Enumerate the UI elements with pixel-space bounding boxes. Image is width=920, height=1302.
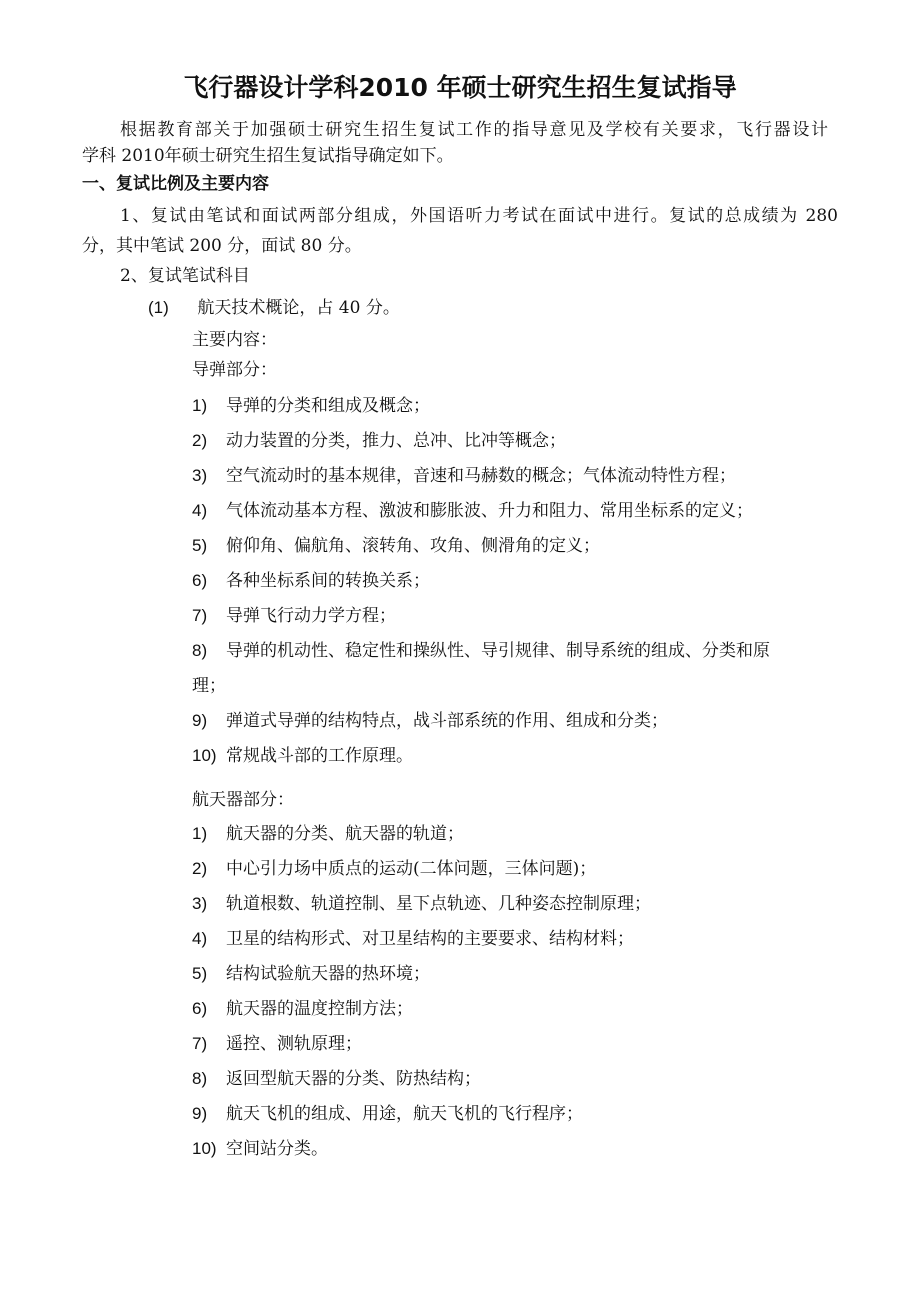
missile-item	[192, 641, 770, 661]
missile-item-number: 2)	[192, 431, 208, 450]
intro-line-2: 学科 2010年硕士研究生招生复试指导确定如下。	[82, 146, 454, 166]
missile-item-text: 空气流动时的基本规律，音速和马赫数的概念；气体流动特性方程；	[226, 466, 736, 486]
missile-item-number: 10)	[192, 746, 217, 765]
spacecraft-item-number: 4)	[192, 929, 208, 948]
missile-item	[192, 396, 430, 416]
spacecraft-item-number: 5)	[192, 964, 208, 983]
spacecraft-item	[192, 964, 430, 984]
spacecraft-item-text: 航天器的温度控制方法；	[226, 999, 413, 1019]
spacecraft-item-number: 9)	[192, 1104, 208, 1123]
spacecraft-item-number: 6)	[192, 999, 208, 1018]
missile-item-number: 5)	[192, 536, 208, 555]
main-content-label: 主要内容：	[192, 330, 277, 350]
intro-line-1: 根据教育部关于加强硕士研究生招生复试工作的指导意见及学校有关要求，飞行器设计	[120, 120, 828, 140]
missile-item	[192, 571, 430, 591]
spacecraft-item-text: 航天器的分类、航天器的轨道；	[226, 824, 464, 844]
subject-text: 航天技术概论，占 40 分。	[197, 298, 400, 318]
spacecraft-item-text: 空间站分类。	[226, 1139, 328, 1159]
spacecraft-item-number: 1)	[192, 824, 208, 843]
spacecraft-item	[192, 859, 596, 879]
spacecraft-item-number: 10)	[192, 1139, 217, 1158]
missile-item-text: 动力装置的分类，推力、总冲、比冲等概念；	[226, 431, 566, 451]
spacecraft-item-text: 结构试验航天器的热环境；	[226, 964, 430, 984]
paragraph-1-line-1: 1、复试由笔试和面试两部分组成，外国语听力考试在面试中进行。复试的总成绩为 280	[120, 206, 838, 226]
spacecraft-item-number: 3)	[192, 894, 208, 913]
document-title: 飞行器设计学科2010 年硕士研究生招生复试指导	[183, 73, 737, 102]
subject-number: (1)	[148, 298, 169, 317]
missile-item-number: 8)	[192, 641, 208, 660]
spacecraft-item-text: 遥控、测轨原理；	[226, 1034, 362, 1054]
paragraph-1-line-2: 分，其中笔试 200 分，面试 80 分。	[82, 236, 362, 256]
missile-item-text: 常规战斗部的工作原理。	[226, 746, 413, 766]
missile-item-number: 6)	[192, 571, 208, 590]
missile-item	[192, 431, 566, 451]
missile-item-number: 7)	[192, 606, 208, 625]
missile-item-continuation: 理；	[192, 676, 226, 696]
spacecraft-item-number: 8)	[192, 1069, 208, 1088]
spacecraft-item	[192, 929, 634, 949]
spacecraft-item-text: 返回型航天器的分类、防热结构；	[226, 1069, 481, 1089]
spacecraft-item-number: 2)	[192, 859, 208, 878]
missile-item-number: 1)	[192, 396, 208, 415]
missile-heading: 导弹部分：	[192, 360, 277, 380]
spacecraft-item	[192, 1104, 583, 1124]
missile-item	[192, 466, 736, 486]
missile-item	[192, 606, 396, 626]
missile-item	[192, 746, 413, 766]
section-heading: 一、复试比例及主要内容	[82, 174, 269, 194]
missile-item-text: 弹道式导弹的结构特点，战斗部系统的作用、组成和分类；	[226, 711, 668, 731]
missile-item-text: 气体流动基本方程、激波和膨胀波、升力和阻力、常用坐标系的定义；	[226, 501, 753, 521]
spacecraft-item	[192, 1069, 481, 1089]
spacecraft-heading: 航天器部分：	[192, 790, 294, 810]
spacecraft-item-text: 中心引力场中质点的运动(二体问题，三体问题)；	[226, 859, 597, 879]
missile-item-text: 导弹的分类和组成及概念；	[226, 396, 430, 416]
spacecraft-item	[192, 824, 464, 844]
spacecraft-item	[192, 999, 413, 1019]
missile-item-number: 9)	[192, 711, 208, 730]
missile-item	[192, 536, 600, 556]
missile-item-number: 3)	[192, 466, 208, 485]
spacecraft-item	[192, 894, 651, 914]
missile-item-text: 导弹飞行动力学方程；	[226, 606, 396, 626]
missile-item-text: 俯仰角、偏航角、滚转角、攻角、侧滑角的定义；	[226, 536, 600, 556]
missile-item	[192, 501, 753, 521]
paragraph-2: 2、复试笔试科目	[120, 266, 250, 286]
spacecraft-item-text: 航天飞机的组成、用途，航天飞机的飞行程序；	[226, 1104, 583, 1124]
spacecraft-item	[192, 1139, 328, 1159]
spacecraft-item-text: 轨道根数、轨道控制、星下点轨迹、几种姿态控制原理；	[226, 894, 651, 914]
spacecraft-item-text: 卫星的结构形式、对卫星结构的主要要求、结构材料；	[226, 929, 634, 949]
missile-item	[192, 711, 668, 731]
spacecraft-item-number: 7)	[192, 1034, 208, 1053]
subject-line	[148, 298, 400, 318]
missile-item-text: 导弹的机动性、稳定性和操纵性、导引规律、制导系统的组成、分类和原	[226, 641, 770, 661]
missile-item-text: 各种坐标系间的转换关系；	[226, 571, 430, 591]
missile-item-number: 4)	[192, 501, 208, 520]
spacecraft-item	[192, 1034, 362, 1054]
